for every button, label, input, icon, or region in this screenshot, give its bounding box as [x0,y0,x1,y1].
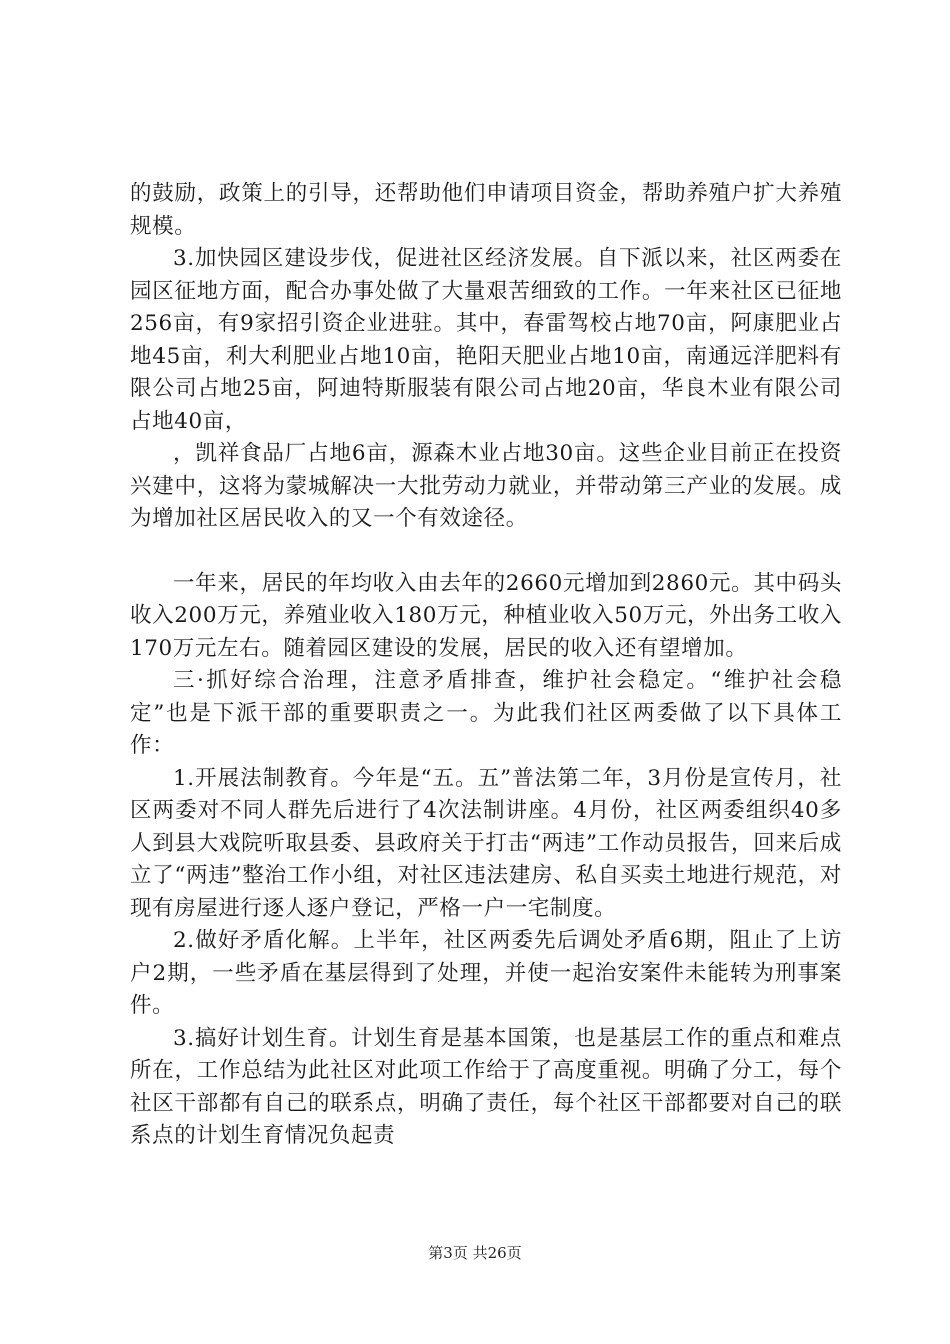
page-footer: 第3页 共26页 [428,1244,522,1262]
paragraph-6: 1.开展法制教育。今年是“五。五”普法第二年，3月份是宣传月，社区两委对不同人群先后进行了4次法制讲座。4月份，社区两委组织40多人到县大戏院听取县委、县政府关于打击“两违”工作动员报告，回来后成立了“两违”整治工作小组，对社区违法建房、私自买卖土地进行规范，对现有房屋进行逐人逐户登记，严格一户一宅制度。 [130,765,842,921]
paragraph-2: 3.加快园区建设步伐，促进社区经济发展。自下派以来，社区两委在园区征地方面，配合办事处做了大量艰苦细致的工作。一年来社区已征地256亩，有9家招引资企业进驻。其中，春雷驾校占地70亩，阿康肥业占地45亩，利大利肥业占地10亩，艳阳天肥业占地10亩，南通远洋肥料有限公司占地25亩，阿迪特斯服装有限公司占地20亩，华良木业有限公司占地40亩， [130,246,842,434]
paragraph-3: ，凯祥食品厂占地6亩，源森木业占地30亩。这些企业目前正在投资兴建中，这将为蒙城解决一大批劳动力就业，并带动第三产业的发展。成为增加社区居民收入的又一个有效途径。 [130,441,842,531]
paragraph-7: 2.做好矛盾化解。上半年，社区两委先后调处矛盾6期，阻止了上访户2期，一些矛盾在基层得到了处理，并使一起治安案件未能转为刑事案件。 [130,928,842,1018]
paragraph-5: 三·抓好综合治理，注意矛盾排查，维护社会稳定。“维护社会稳定”也是下派干部的重要职责之一。为此我们社区两委做了以下具体工作： [130,668,842,758]
paragraph-4: 一年来，居民的年均收入由去年的2660元增加到2860元。其中码头收入200万元，养殖业收入180万元，种植业收入50万元，外出务工收入170万元左右。随着园区建设的发展，居民的收入还有望增加。 [130,570,842,661]
paragraph-1: 的鼓励，政策上的引导，还帮助他们申请项目资金，帮助养殖户扩大养殖规模。 [130,181,842,239]
paragraph-8: 3.搞好计划生育。计划生育是基本国策，也是基层工作的重点和难点所在，工作总结为此社区对此项工作给于了高度重视。明确了分工，每个社区干部都有自己的联系点，明确了责任，每个社区干部都要对自己的联系点的计划生育情况负起责 [130,1025,842,1148]
document-body [130,178,842,1153]
